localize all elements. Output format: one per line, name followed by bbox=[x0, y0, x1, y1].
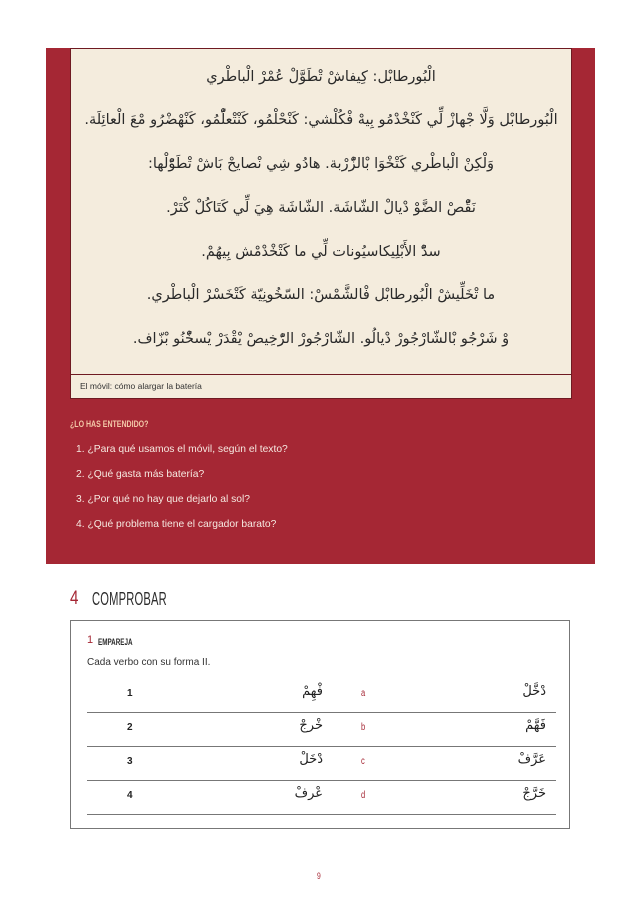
reading-line: وْ شَرْجُو بْالشّارْجُورْ دْيالُو. الشّارْجُورْ الرّْخِيصْ يْقْدَرْ يْسخّْنُو بْزّاف. bbox=[132, 331, 510, 347]
comprehension-question: 2. ¿Qué gasta más batería? bbox=[76, 469, 205, 480]
reading-line: ما تْخَلِّيشْ الْبُورطابْل فْالشَّمْسْ: السّخُونِيّة كَتْخَسْرْ الْباطْري. bbox=[146, 287, 496, 303]
form-ii-verb: فَهَّمْ bbox=[525, 718, 546, 733]
comprehension-heading: ¿LO HAS ENTENDIDO? bbox=[70, 419, 149, 429]
base-verb: دْخَلْ bbox=[299, 752, 323, 767]
base-verb: خْرجْ bbox=[299, 718, 323, 733]
reading-line: الْبُورطابْل وَلَّا جْهازْ لِّي كَنْخْدْمُو بِيهْ فْكُلْشي: كَنْحْلْمُو، كَنْتْعلّْمُو، كَنْهْضْرُو مْعَ الْعائِلَة. bbox=[84, 112, 558, 128]
comprehension-question: 3. ¿Por qué no hay que dejarlo al sol? bbox=[76, 494, 251, 505]
row-number: 3 bbox=[127, 756, 133, 767]
option-letter: c bbox=[361, 756, 365, 767]
row-divider bbox=[87, 814, 556, 815]
option-letter: b bbox=[361, 722, 366, 733]
form-ii-verb: خَرَّجْ bbox=[522, 786, 546, 801]
page-number: 9 bbox=[317, 871, 321, 881]
exercise-instruction: Cada verbo con su forma II. bbox=[87, 657, 211, 668]
exercise-number: 1 bbox=[87, 634, 94, 646]
form-ii-verb: عَرَّفْ bbox=[517, 752, 546, 767]
matching-row bbox=[87, 747, 556, 781]
matching-row bbox=[87, 713, 556, 747]
form-ii-verb: دْخَّلْ bbox=[522, 684, 546, 699]
base-verb: فْهِمْ bbox=[302, 684, 323, 699]
comprehension-question: 4. ¿Qué problema tiene el cargador barato? bbox=[76, 519, 277, 530]
reading-line: وَلْكِنْ الْباطْري كَتْخْوَا بْالزّْرْبة. هادُو شِي نْصايحْ بَاشْ تْطَوّْلْها: bbox=[147, 156, 495, 172]
reading-title: الْبُورطابْل: كِيفاشْ تْطَوَّلْ عُمْرْ الْباطْري bbox=[206, 69, 436, 85]
base-verb: عْرفْ bbox=[294, 786, 323, 801]
section-number: 4 bbox=[70, 588, 79, 609]
reading-caption: El móvil: cómo alargar la batería bbox=[71, 374, 571, 398]
option-letter: d bbox=[361, 790, 366, 801]
reading-line: نَقّْصْ الضَّوْ دْيالْ الشّاشَة. الشّاشَة هِيَ لِّي كَتَاكُلْ كْتَرْ. bbox=[166, 200, 476, 216]
matching-row bbox=[87, 781, 556, 815]
exercise-title: EMPAREJA bbox=[98, 637, 133, 647]
row-number: 1 bbox=[127, 688, 133, 699]
row-number: 4 bbox=[127, 790, 133, 801]
option-letter: a bbox=[361, 688, 366, 699]
comprehension-question: 1. ¿Para qué usamos el móvil, según el texto? bbox=[76, 444, 288, 455]
matching-exercise bbox=[70, 620, 570, 829]
reading-panel bbox=[70, 48, 572, 399]
row-number: 2 bbox=[127, 722, 133, 733]
reading-text bbox=[71, 49, 571, 375]
reading-line: سدّْ الأَبْلِيكاسيُونات لِّي ما كَتْخْدْمْش بِيهُمْ. bbox=[201, 244, 441, 260]
matching-row bbox=[87, 679, 556, 713]
section-title: COMPROBAR bbox=[92, 589, 167, 609]
